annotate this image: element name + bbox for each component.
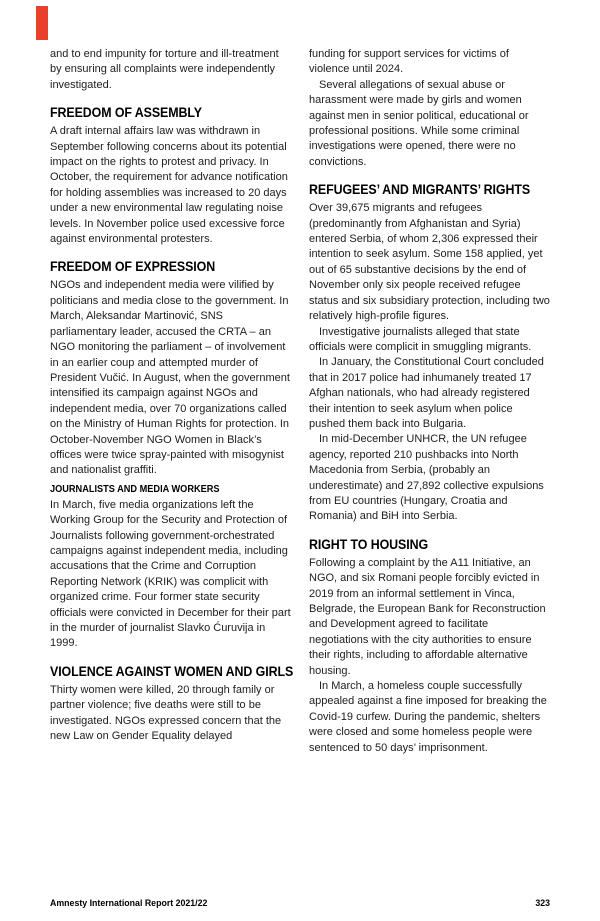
paragraph-violence-against-women: Thirty women were killed, 20 through family or partner violence; five deaths were still to be investigated. NGOs expressed concern that the new Law on Gender Equality delayed [50,683,282,743]
paragraph-journalists-media-workers: In March, five media organizations left the Working Group for the Security and Protection of Journalists following government-orchestrated campaigns against independent media, including accusations that the Crime and Corruption Reporting Network (KRIK) was complicit with organized crime. Four former state security officials were convicted in December for their part in the murder of journalist Slavko Ćuruvija in 1999. [50,498,291,650]
heading-violence-against-women-and-girls: VIOLENCE AGAINST WOMEN AND GIRLS [50,663,294,679]
paragraph-constitutional-court: In January, the Constitutional Court concluded that in 2017 police had inhumanely treated 17 Afghan nationals, who had already registered their intention to seek asylum when police pushed them back into Bulgaria. [309,356,544,430]
paragraph-smuggling-allegations: Investigative journalists alleged that state officials were complicit in smuggling migrants. [309,325,532,353]
heading-refugees-and-migrants-rights: REFUGEES’ AND MIGRANTS’ RIGHTS [309,182,531,198]
paragraph-a11-initiative: Following a complaint by the A11 Initiative, an NGO, and six Romani people forcibly evicted in 2019 from an informal settlement in Vinca, Belgrade, the European Bank for Reconstruction and Development agreed to facilitate negotiations with the city authorities to ensure their rights, including to affordable alternative housing. [309,556,546,677]
footer-report-title: Amnesty International Report 2021/22 [50,898,208,908]
heading-right-to-housing: RIGHT TO HOUSING [309,536,429,552]
heading-freedom-of-expression: FREEDOM OF EXPRESSION [50,259,216,275]
paragraph-torture-impunity-continuation: and to end impunity for torture and ill-treatment by ensuring all complaints were independently investigated. [50,48,279,91]
subheading-journalists-media-workers: JOURNALISTS AND MEDIA WORKERS [50,483,220,495]
page-content [50,47,550,756]
heading-freedom-of-assembly: FREEDOM OF ASSEMBLY [50,105,202,121]
paragraph-homeless-couple-appeal: In March, a homeless couple successfully appealed against a fine imposed for breaking the Covid-19 curfew. During the pandemic, shelters were closed and some homeless people were sentenced to 50 days’ imprisonment. [309,680,547,754]
paragraph-sexual-abuse-allegations: Several allegations of sexual abuse or harassment were made by girls and women against men in senior political, educational or professional positions. While some criminal investigations were opened, there were no convictions. [309,78,529,168]
footer-page-number: 323 [535,898,550,908]
right-column [309,47,550,756]
paragraph-freedom-of-expression: NGOs and independent media were vilified by politicians and media close to the government. In March, Aleksandar Martinović, SNS parliamentary leader, accused the CRTA – an NGO monitoring the parliament – of involvement in an earlier coup and attempted murder of President Vučić. In August, when the government intensified its campaign against NGOs and independent media, over 70 organizations called on the Ministry of Human Rights for protection. In October-November NGO Women in Black’s offices were twice spray-painted with misogynist and nationalist graffiti. [50,279,290,477]
left-column [50,47,294,756]
chapter-tab-marker [36,6,48,40]
paragraph-funding-continuation: funding for support services for victims of violence until 2024. [309,48,509,76]
paragraph-unhcr-pushbacks: In mid-December UNHCR, the UN refugee agency, reported 210 pushbacks into North Macedonia from Serbia, (probably an underestimate) and 27,892 collective expulsions from EU countries (Hungary, Croatia and Romania) and BiH into Serbia. [309,433,544,523]
page-footer [50,898,550,908]
paragraph-freedom-of-assembly: A draft internal affairs law was withdrawn in September following concerns about its potential impact on the rights to protest and privacy. In October, the requirement for advance notification for holding assemblies was increased to 20 days under a new environmental law regulating noise levels. In November police used excessive force against environmental protesters. [50,125,288,246]
paragraph-migrants-statistics: Over 39,675 migrants and refugees (predominantly from Afghanistan and Syria) entered Serbia, of whom 2,306 expressed their intention to seek asylum. Some 158 applied, yet out of 65 substantive decisions by the end of November only six people received refugee status and six subsidiary protection, including two relatively high-profile figures. [309,202,550,323]
